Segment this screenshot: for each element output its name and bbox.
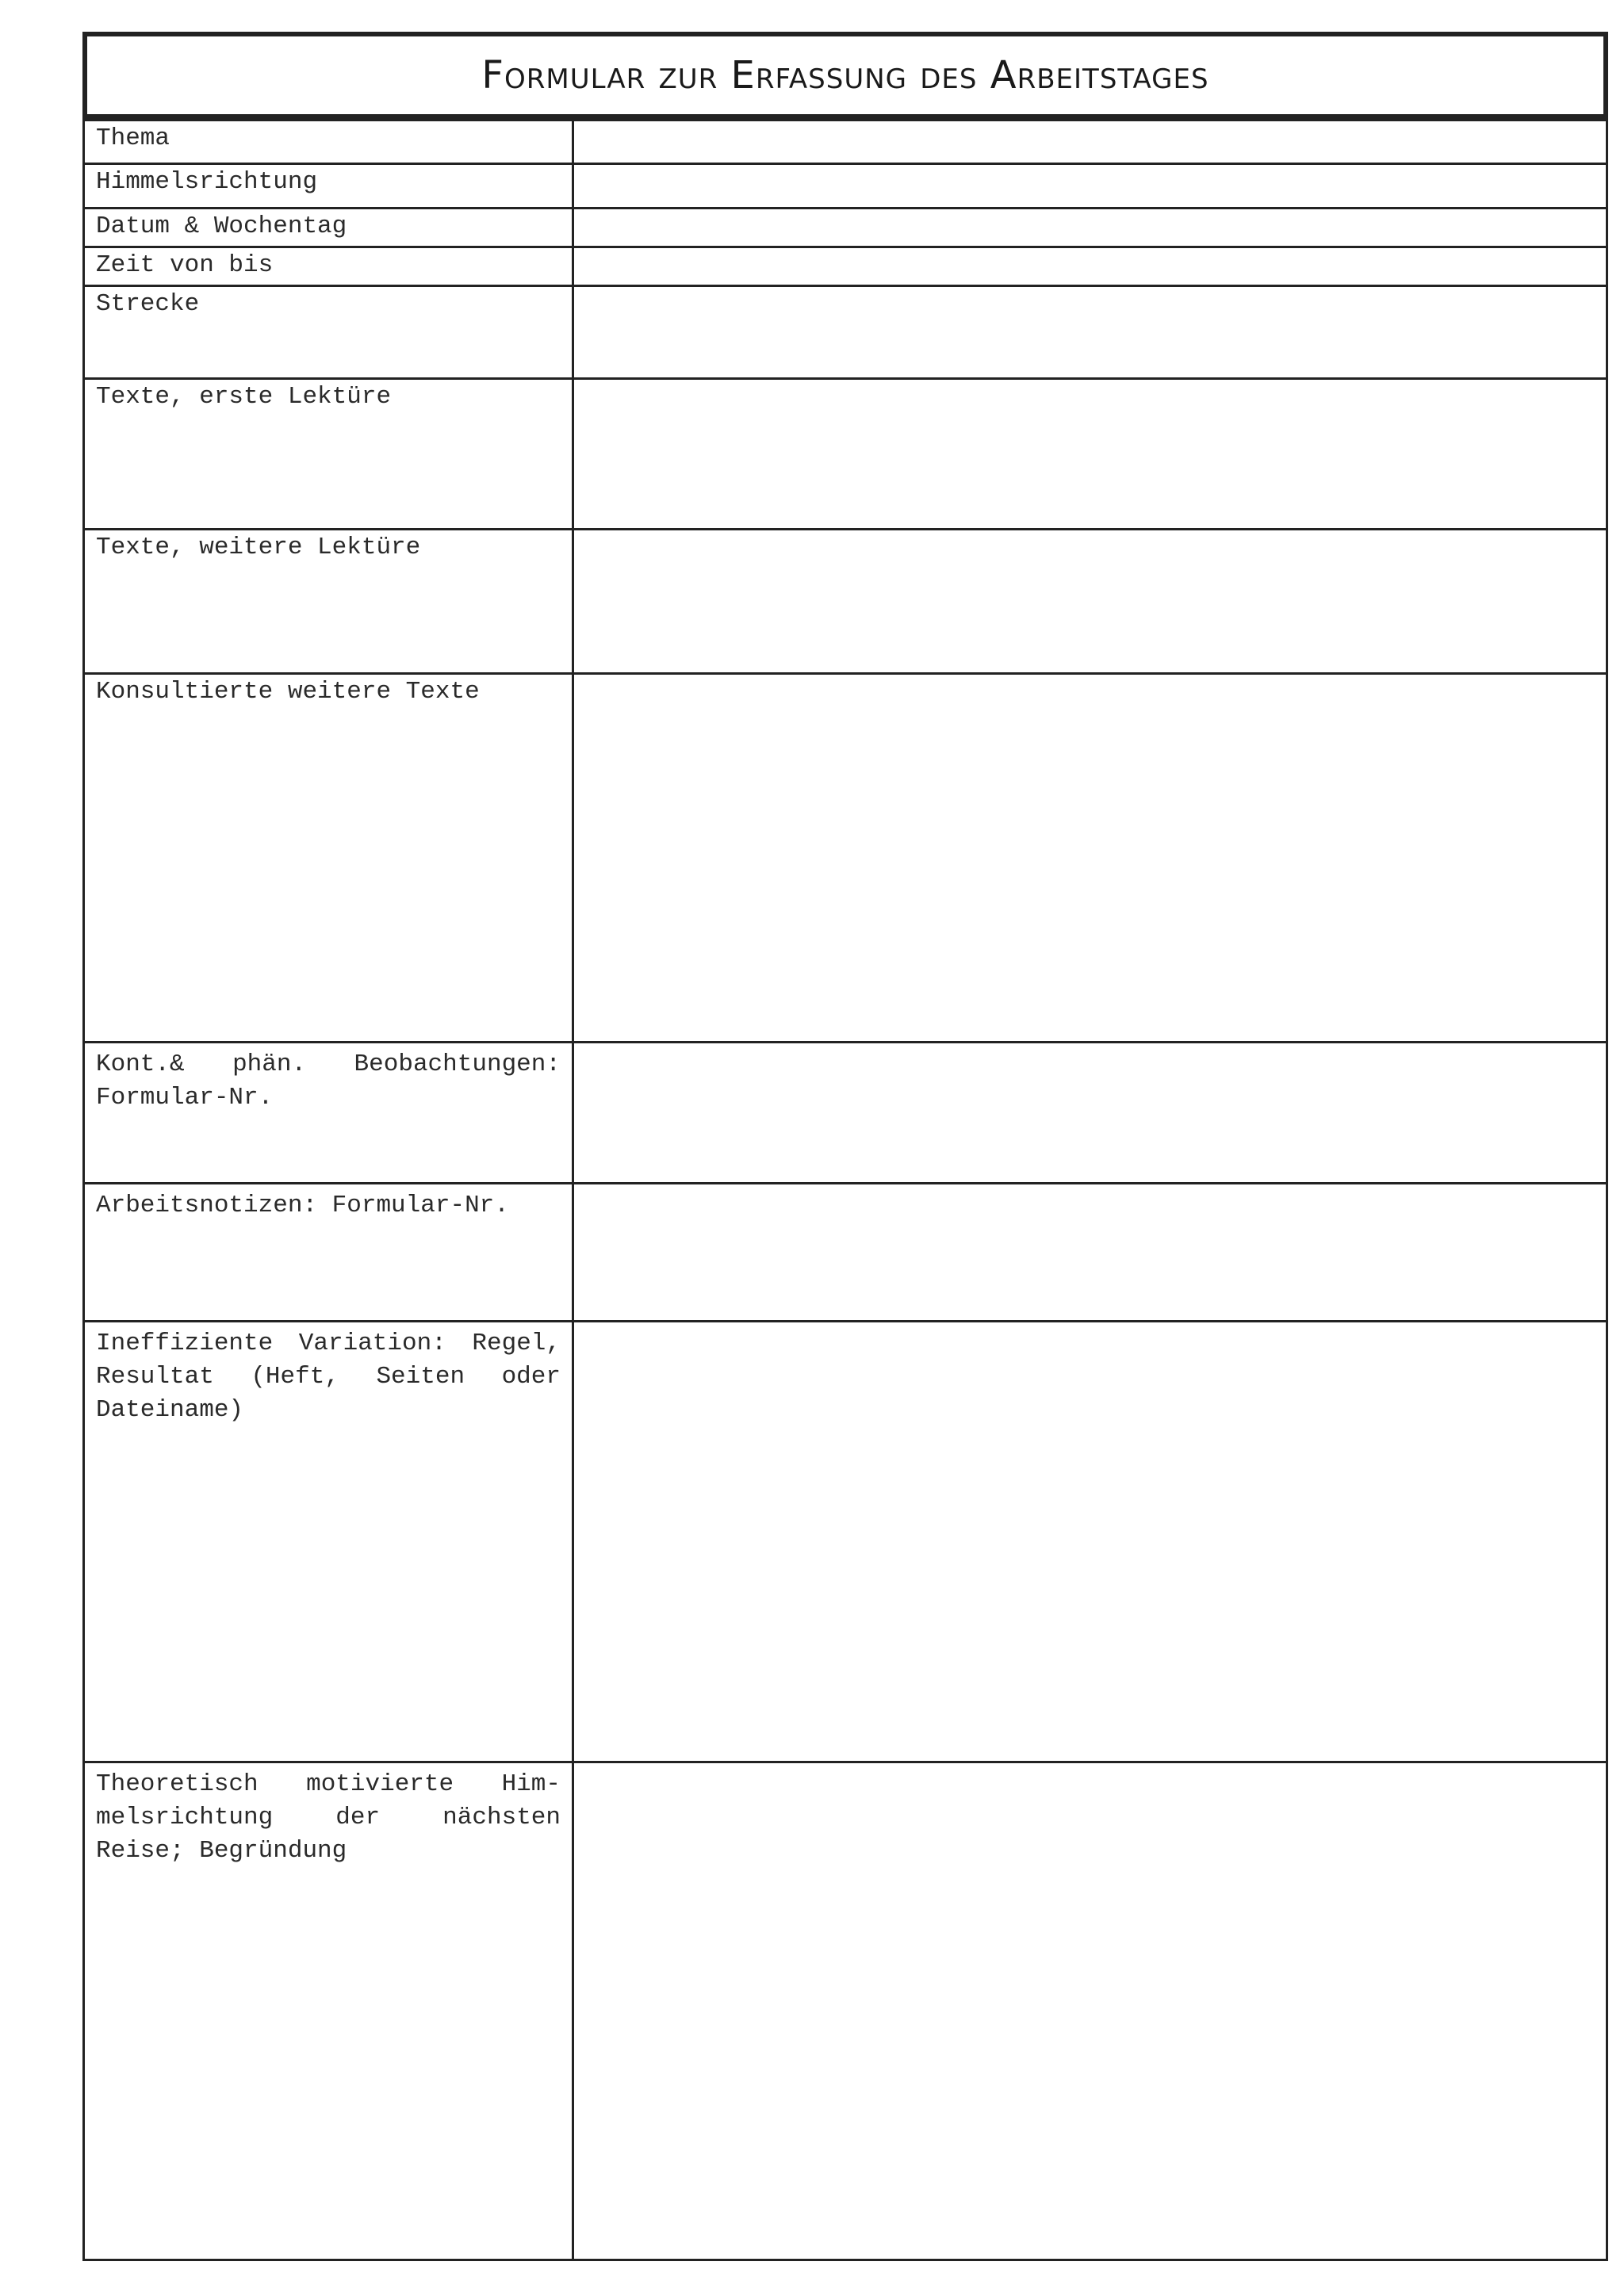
- row-label: Thema: [85, 121, 574, 163]
- row-value-field[interactable]: [574, 121, 1606, 163]
- row-label: Ineffiziente Variation: Regel, Resultat (Heft, Seiten oder Dateiname): [85, 1322, 574, 1761]
- form-row-zeit: [85, 246, 1606, 285]
- row-value-field[interactable]: [574, 248, 1606, 285]
- form-title-box: [82, 32, 1608, 119]
- row-value-field[interactable]: [574, 1322, 1606, 1761]
- work-day-form: [82, 32, 1608, 2261]
- form-row-beobachtungen: [85, 1041, 1606, 1182]
- row-label: Kont.& phän. Beobachtungen: Formular-Nr.: [85, 1043, 574, 1182]
- form-row-datum: [85, 207, 1606, 246]
- row-label: Konsultierte weitere Texte: [85, 675, 574, 1041]
- row-label: Texte, weitere Lektüre: [85, 530, 574, 672]
- row-value-field[interactable]: [574, 530, 1606, 672]
- row-value-field[interactable]: [574, 1043, 1606, 1182]
- row-label: Arbeitsnotizen: Formular-Nr.: [85, 1184, 574, 1320]
- form-row-arbeitsnotizen: [85, 1182, 1606, 1320]
- form-row-himmelsrichtung: [85, 163, 1606, 207]
- form-row-thema: [85, 119, 1606, 163]
- form-row-konsultierte-texte: [85, 672, 1606, 1041]
- form-row-ineffiziente-variation: [85, 1320, 1606, 1761]
- row-label: Datum & Wochentag: [85, 209, 574, 246]
- row-value-field[interactable]: [574, 209, 1606, 246]
- row-value-field[interactable]: [574, 675, 1606, 1041]
- row-value-field[interactable]: [574, 1763, 1606, 2259]
- row-label: Strecke: [85, 287, 574, 377]
- row-label: Zeit von bis: [85, 248, 574, 285]
- form-row-strecke: [85, 285, 1606, 377]
- row-label: Theoretisch motivierte Him-melsrichtung der nächsten Reise; Begründung: [85, 1763, 574, 2259]
- row-label: Texte, erste Lektüre: [85, 380, 574, 528]
- row-label: Himmelsrichtung: [85, 165, 574, 207]
- row-value-field[interactable]: [574, 1184, 1606, 1320]
- row-value-field[interactable]: [574, 287, 1606, 377]
- form-row-naechste-reise: [85, 1761, 1606, 2259]
- form-row-erste-lektuere: [85, 377, 1606, 528]
- form-row-weitere-lektuere: [85, 528, 1606, 672]
- form-title: Formular zur Erfassung des Arbeitstages: [481, 53, 1209, 98]
- row-value-field[interactable]: [574, 165, 1606, 207]
- row-value-field[interactable]: [574, 380, 1606, 528]
